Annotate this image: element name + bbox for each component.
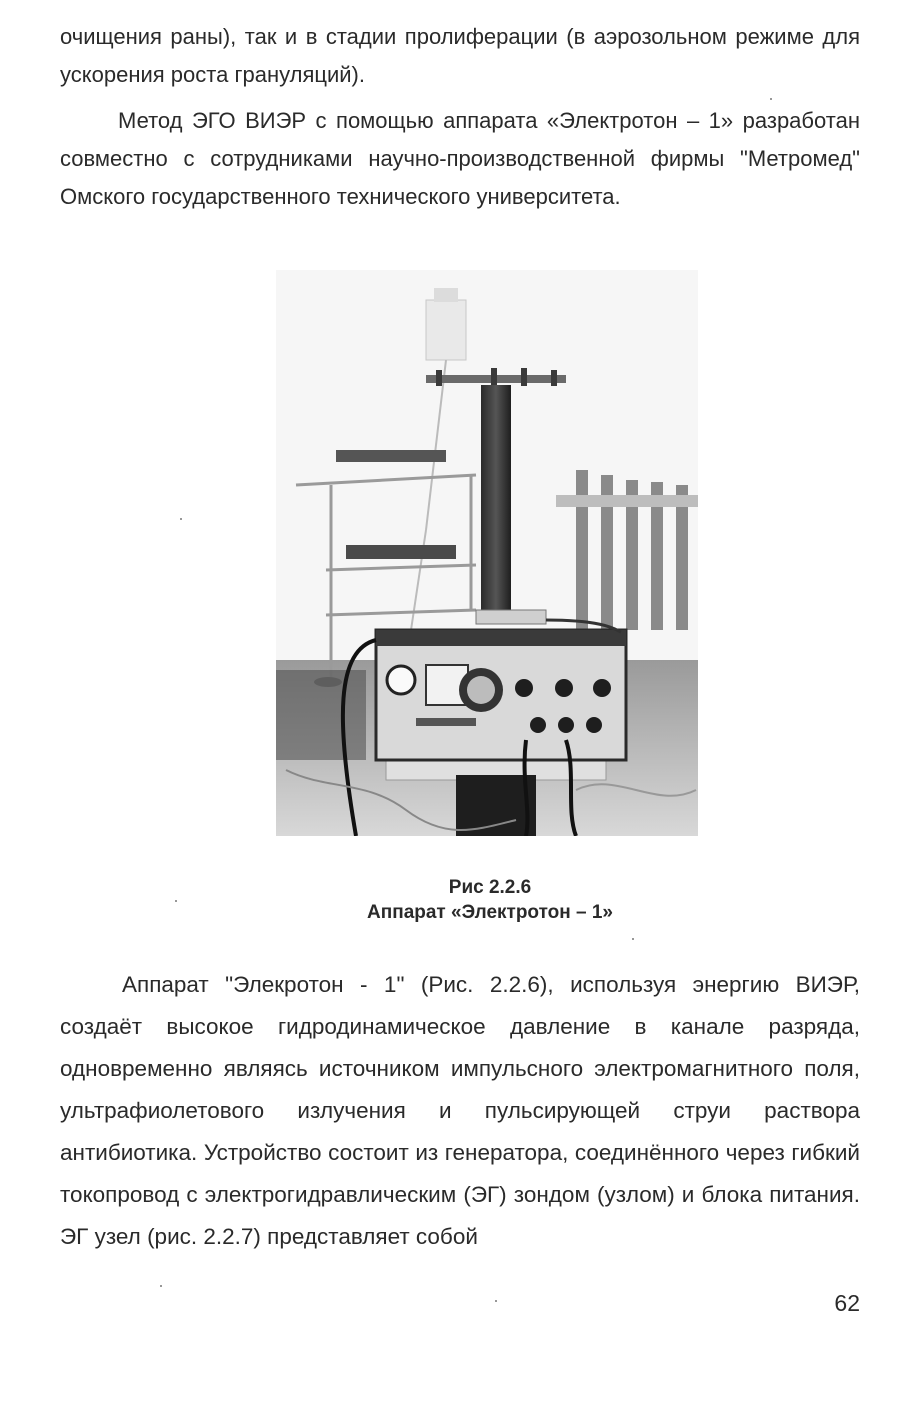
paragraph-method: Метод ЭГО ВИЭР с помощью аппарата «Электротон – 1» разработан совместно с сотрудниками научно-производственной фирмы "Метромед" Омского государственного технического университета. <box>60 108 860 209</box>
scan-speck <box>770 98 772 100</box>
scan-speck <box>175 900 177 902</box>
scan-speck <box>632 938 634 940</box>
scan-speck <box>160 1285 162 1287</box>
scan-speck <box>495 1300 497 1302</box>
electroton-apparatus-illustration <box>276 270 698 836</box>
paragraph-device-description: Аппарат "Элекротон - 1" (Рис. 2.2.6), используя энергию ВИЭР, создаёт высокое гидродинамическое давление в канале разряда, одновременно являясь источником импульсного электромагнитного поля, ультрафиолетового излучения и пульсирующей струи раствора антибиотика. Устройство состоит из генератора, соединённого через гибкий токопровод с электрогидравлическим (ЭГ) зондом (узлом) и блока питания. ЭГ узел (рис. 2.2.7) представляет собой <box>60 972 860 1249</box>
figure-title: Аппарат «Электротон – 1» <box>367 902 613 923</box>
figure-label: Рис 2.2.6 <box>448 877 532 898</box>
paragraph-intro: очищения раны), так и в стадии пролиферации (в аэрозольном режиме для ускорения роста грануляций). <box>60 24 860 87</box>
scan-speck <box>180 518 182 520</box>
device-photo <box>276 270 698 836</box>
page-number: 62 <box>834 1290 860 1316</box>
